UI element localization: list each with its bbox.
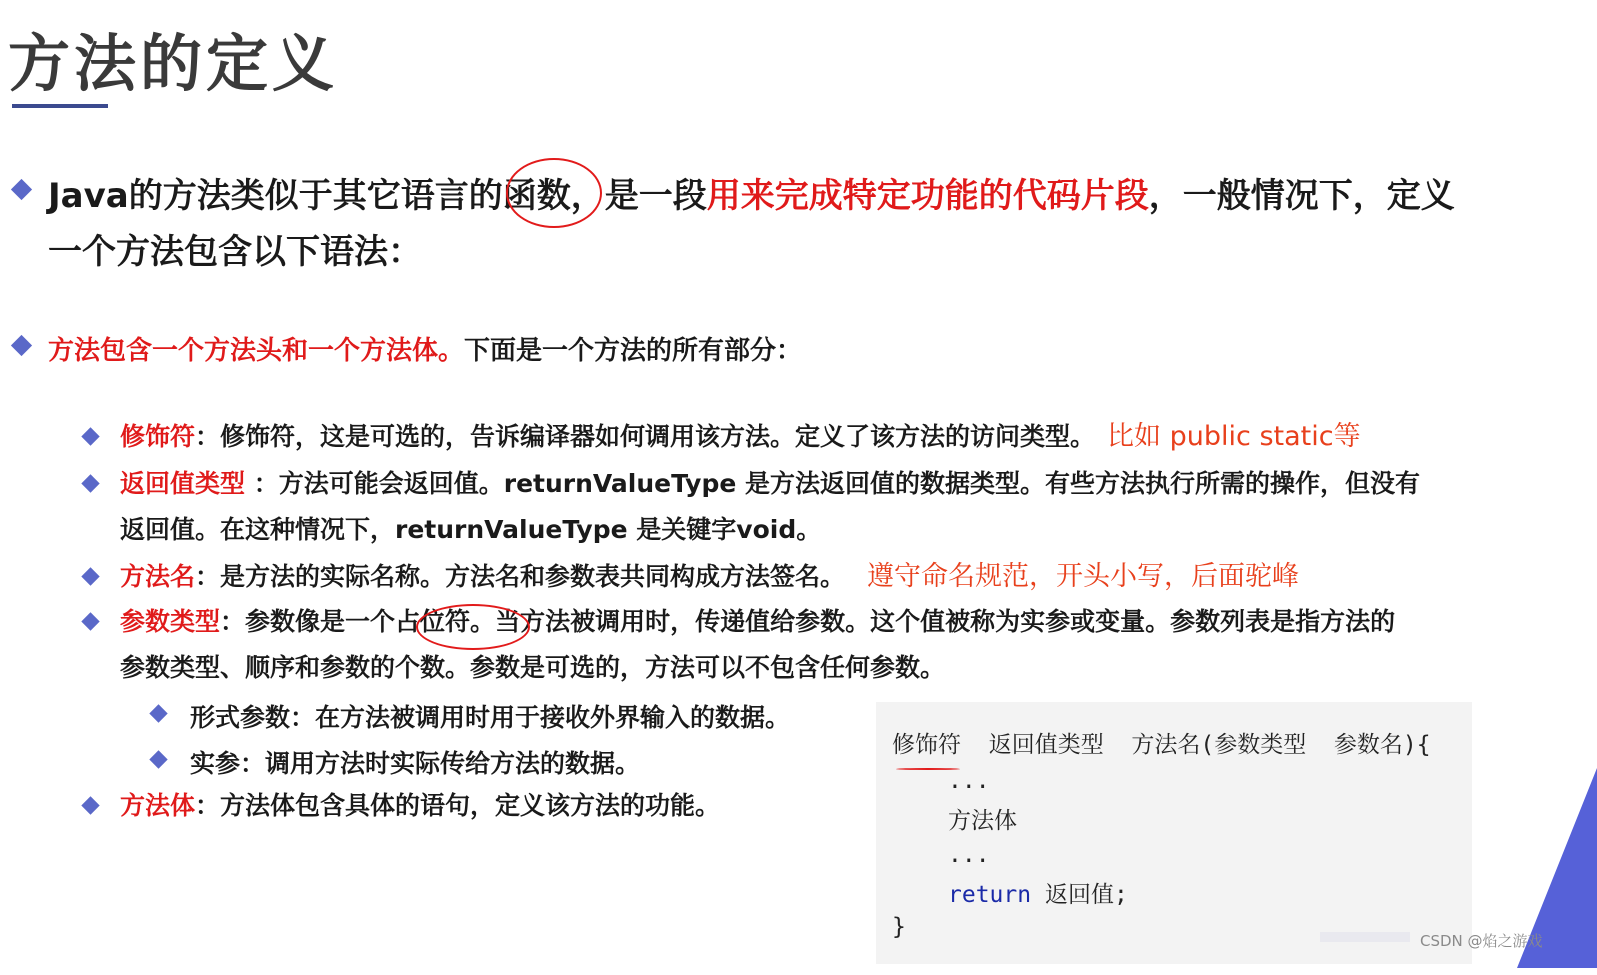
handwritten-circle (506, 158, 602, 228)
bullet-diamond-icon (149, 750, 167, 768)
handwritten-note: 比如 public static等 (1107, 421, 1361, 452)
list-item-return-type (120, 461, 1420, 553)
intro-text: ，一般情况下，定义 (1148, 176, 1455, 216)
bullet-diamond-icon (149, 704, 167, 722)
item-sep: ： (245, 469, 279, 498)
sub-item-formal-param: 形式参数：在方法被调用时用于接收外界输入的数据。 (190, 703, 791, 732)
item-text: 方法可能会返回值。returnValueType 是方法返回值的数据类型。有些方法执行所需的操作，但没有 (278, 469, 1421, 498)
bullet-diamond-icon (81, 796, 99, 814)
watermark: CSDN @焰之游戏 (1420, 932, 1543, 950)
bullet-diamond-icon (81, 474, 99, 492)
list-item-param-type (120, 599, 1395, 691)
code-line-2: ... (948, 768, 990, 794)
code-line-6: } (892, 914, 906, 940)
intro-line-2: 一个方法包含以下语法： (48, 232, 422, 272)
handwritten-circle (416, 604, 530, 650)
item-term: 返回值类型 (120, 469, 246, 498)
bullet-diamond-icon (11, 335, 32, 356)
item-circled-word: 占位符。 (395, 607, 496, 636)
point-2 (48, 330, 802, 367)
point-2-red: 方法包含一个方法头和一个方法体。 (48, 336, 465, 366)
item-sep: ： (195, 562, 221, 591)
item-text-line-2: 返回值。在这种情况下，returnValueType 是关键字void。 (120, 515, 822, 544)
list-item-method-body (120, 783, 720, 829)
intro-highlight: 用来完成特定功能的代码片段 (706, 176, 1149, 216)
code-line-3: 方法体 (948, 808, 1017, 834)
decorative-bar (1320, 932, 1410, 942)
item-term: 方法体 (120, 791, 196, 820)
item-text: 方法体包含具体的语句，定义该方法的功能。 (220, 791, 721, 820)
bullet-diamond-icon (11, 179, 32, 200)
item-text: 修饰符，这是可选的，告诉编译器如何调用该方法。定义了该方法的访问类型。 (220, 422, 1096, 451)
title-underline (12, 104, 108, 108)
item-term: 方法名 (120, 562, 196, 591)
code-text: 返回值; (1031, 882, 1128, 908)
intro-circled-word: 函数 (502, 176, 571, 216)
bullet-diamond-icon (81, 612, 99, 630)
item-text: 当方法被调用时，传递值给参数。这个值被称为实参或变量。参数列表是指方法的 (495, 607, 1396, 636)
item-text: 参数像是一个 (245, 607, 396, 636)
item-term: 修饰符 (120, 422, 196, 451)
item-text-line-2: 参数类型、顺序和参数的个数。参数是可选的，方法可以不包含任何参数。 (120, 653, 946, 682)
item-text: 是方法的实际名称。方法名和参数表共同构成方法签名。 (220, 562, 846, 591)
slide-title: 方法的定义 (8, 27, 339, 100)
intro-paragraph (48, 168, 1455, 280)
code-line-4: ... (948, 842, 990, 868)
code-line-5 (948, 876, 1128, 909)
item-sep: ： (195, 422, 221, 451)
item-sep: ： (195, 791, 221, 820)
point-2-text: 下面是一个方法的所有部分： (464, 336, 803, 366)
bullet-diamond-icon (81, 567, 99, 585)
list-item-modifier (120, 414, 1361, 460)
code-keyword: return (948, 882, 1032, 908)
handwritten-note: 遵守命名规范，开头小写，后面驼峰 (867, 561, 1300, 592)
sub-item-actual-param: 实参：调用方法时实际传给方法的数据。 (190, 749, 641, 778)
code-line-1: 修饰符 返回值类型 方法名(参数类型 参数名){ (892, 732, 1431, 758)
item-sep: ： (220, 607, 246, 636)
bullet-diamond-icon (81, 427, 99, 445)
code-example-box (876, 702, 1472, 964)
list-item-method-name (120, 554, 1299, 600)
intro-text: ，是一段 (570, 176, 707, 216)
item-term: 参数类型 (120, 607, 221, 636)
intro-text: Java的方法类似于其它语言的 (48, 176, 503, 216)
